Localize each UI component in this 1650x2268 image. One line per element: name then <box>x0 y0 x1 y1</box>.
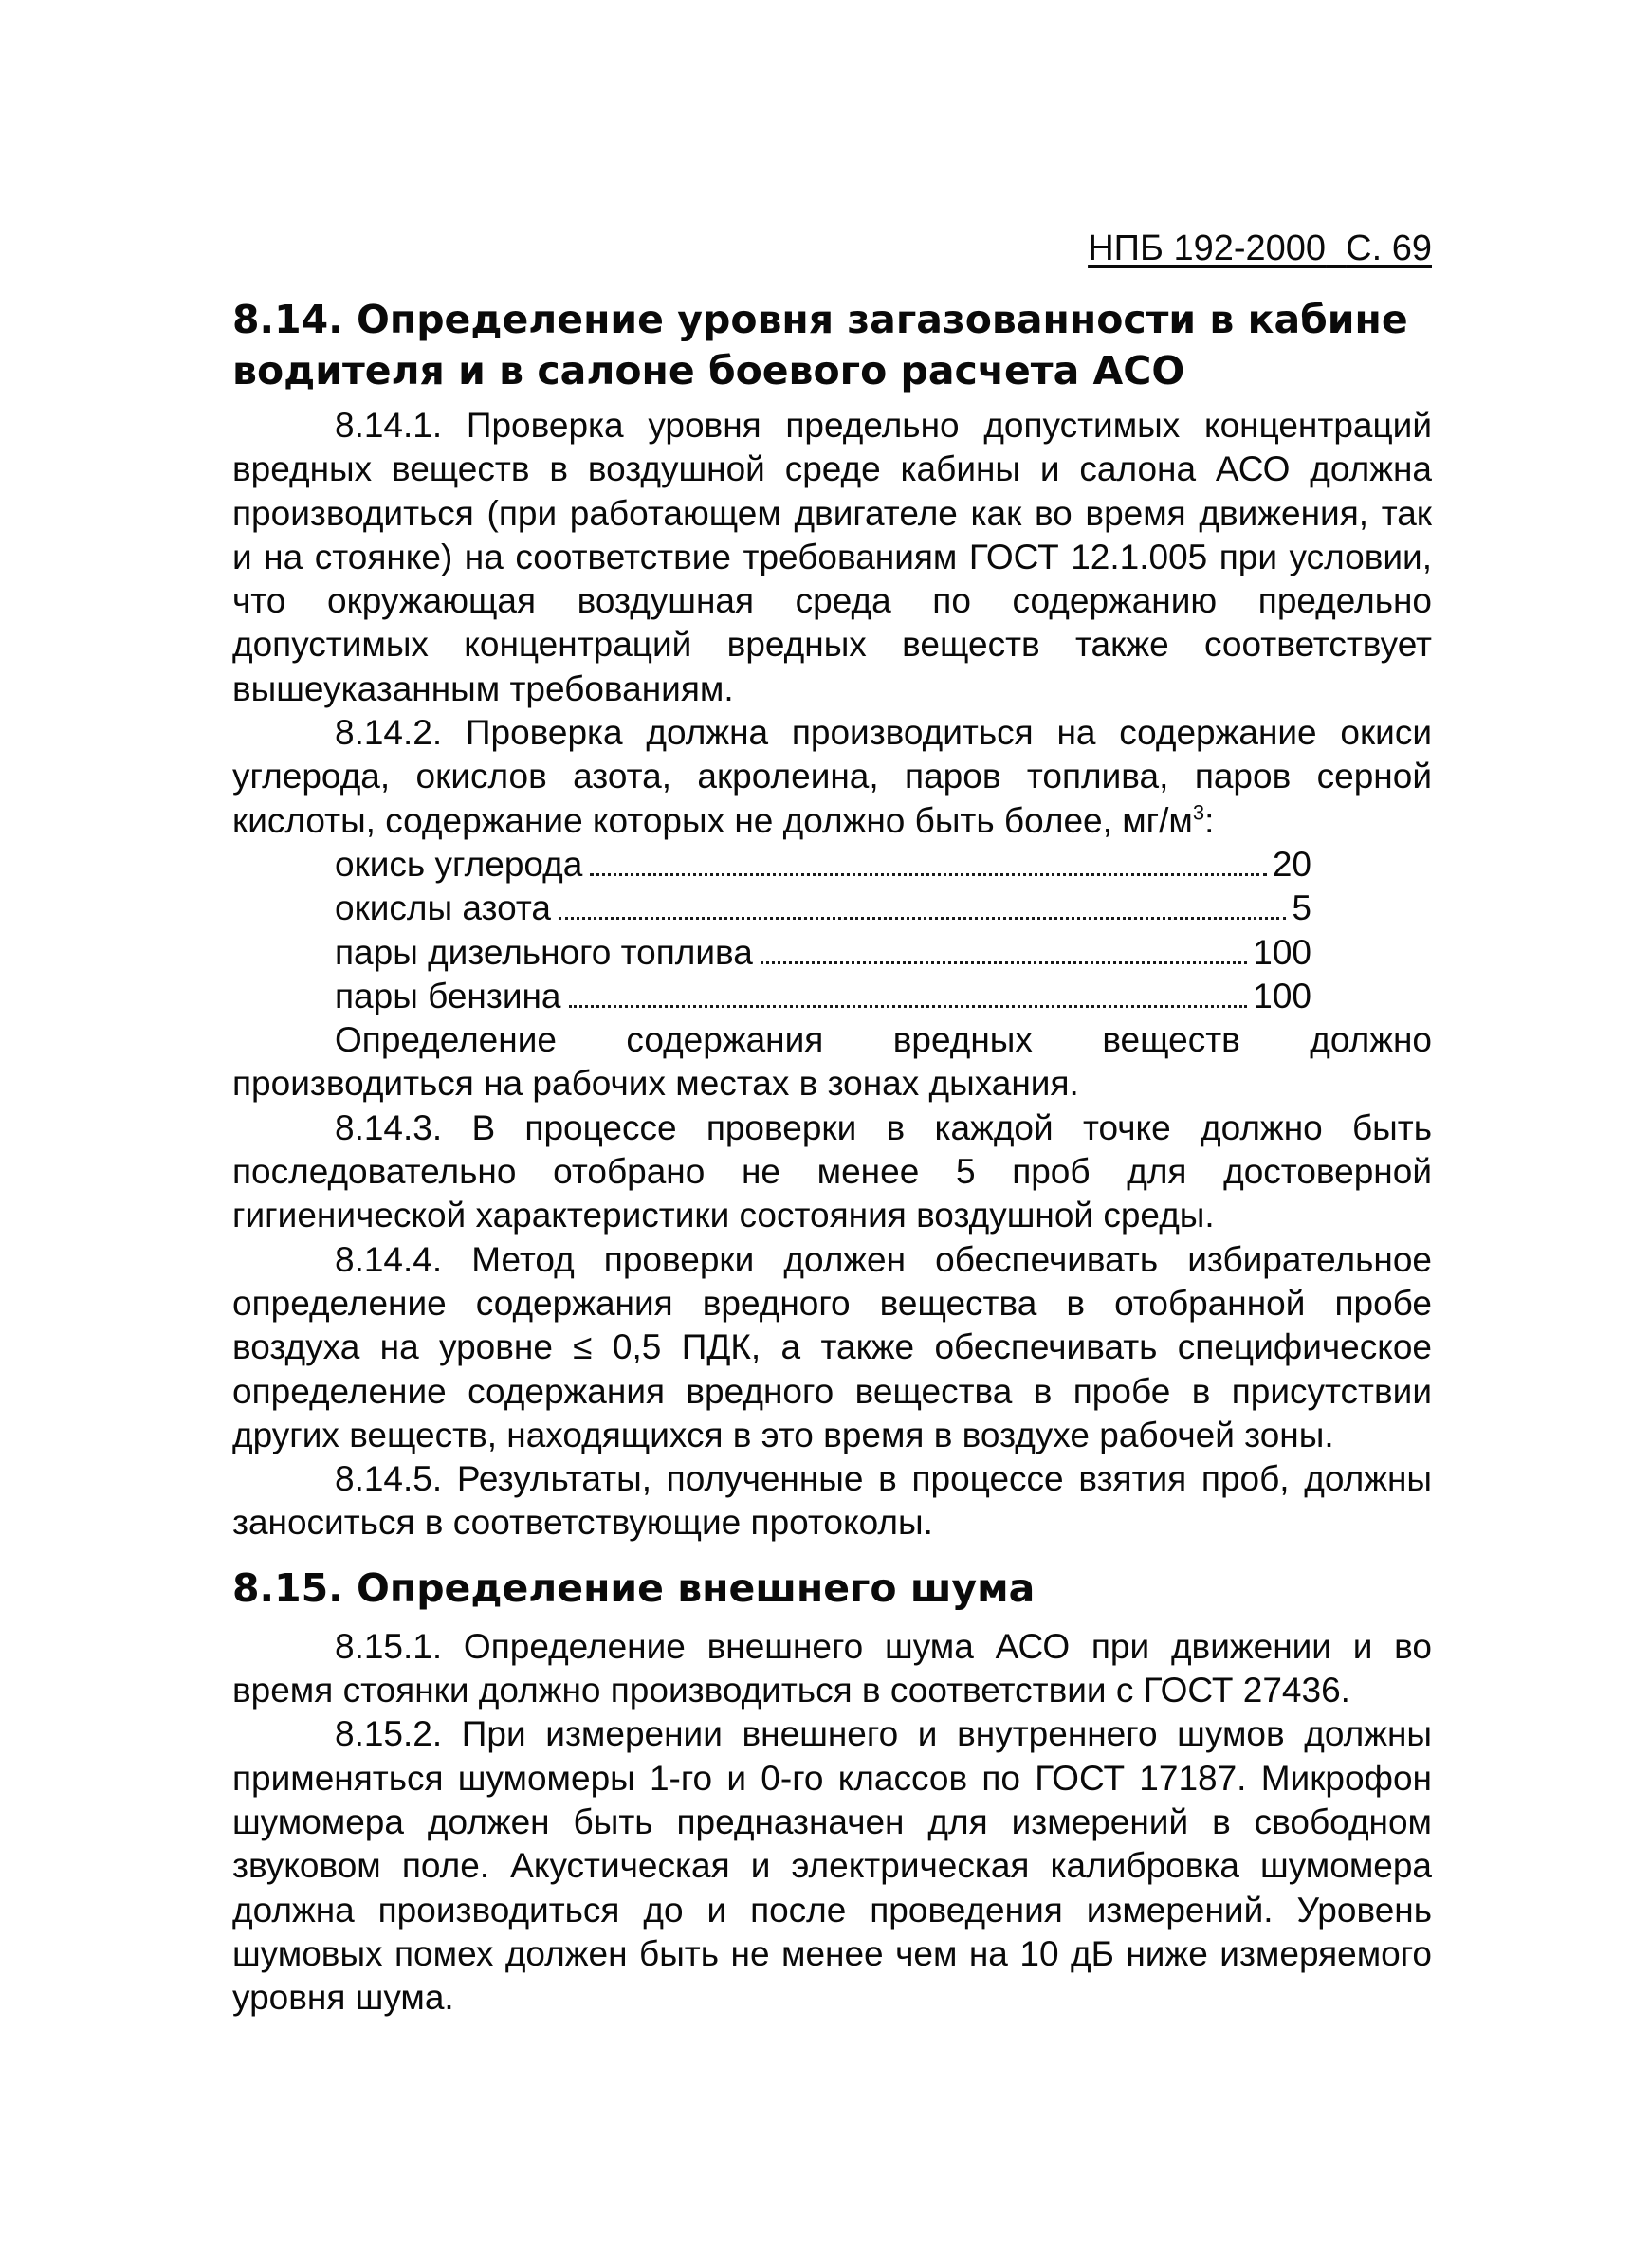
section-8-15-title: 8.15. Определение внешнего шума <box>232 1564 1036 1611</box>
list-item <box>335 843 1311 887</box>
paragraph-8-15-1: 8.15.1. Определение внешнего шума АСО при движении и во время стоянки должно производиться в соответствии с ГОСТ 27436. <box>232 1626 1432 1710</box>
dot-leader <box>761 961 1247 964</box>
list-item <box>335 887 1311 930</box>
paragraph-8-14-2-after: Определение содержания вредных веществ должно производиться на рабочих местах в зонах дыхания. <box>232 1020 1432 1104</box>
header-ref <box>1088 229 1432 268</box>
doc-ref: НПБ 192-2000 <box>1088 229 1327 268</box>
dot-leader <box>559 917 1286 920</box>
list-item <box>335 975 1311 1018</box>
section-8-14-title: 8.14. Определение уровня загазованности в кабине водителя и в салоне боевого расчета АСО <box>232 297 1408 393</box>
dot-leader <box>590 873 1266 876</box>
limit-name: окислы азота <box>335 888 551 928</box>
page-header <box>232 228 1432 269</box>
list-item <box>335 931 1311 975</box>
paragraph-8-14-2 <box>232 711 1432 843</box>
limit-value: 100 <box>1253 932 1311 972</box>
paragraph-8-14-1: 8.14.1. Проверка уровня предельно допустимых концентраций вредных веществ в воздушной среде кабины и салона АСО должна производиться (при работающем двигателе как во время движения, так и на стоянке) на соответствие требованиям ГОСТ 12.1.005 при условии, что окружающая воздушная среда по содержанию предельно допустимых концентраций вредных веществ также соответствует вышеуказанным требованиям. <box>232 406 1432 708</box>
paragraph-8-15-2: 8.15.2. При измерении внешнего и внутреннего шумов должны применяться шумомеры 1-го и 0-го классов по ГОСТ 17187. Микрофон шумомера должен быть предназначен для измерений в свободном звуковом поле. Акустическая и электрическая калибровка шумомера должна производиться до и после проведения измерений. Уровень шумовых помех должен быть не менее чем на 10 дБ ниже измеряемого уровня шума. <box>232 1714 1432 2018</box>
limit-name: пары бензина <box>335 976 561 1015</box>
document-page <box>232 228 1432 2020</box>
paragraph-8-14-4: 8.14.4. Метод проверки должен обеспечивать избирательное определение содержания вредного вещества в отобранной пробе воздуха на уровне ≤ 0,5 ПДК, а также обеспечивать специфическое определение содержания вредного вещества в пробе в присутствии других веществ, находящихся в это время в воздухе рабочей зоны. <box>232 1239 1432 1454</box>
paragraph-8-14-3: 8.14.3. В процессе проверки в каждой точке должно быть последовательно отобрано не менее 5 проб для достоверной гигиенической характеристики состояния воздушной среды. <box>232 1107 1432 1235</box>
page-number: С. 69 <box>1346 229 1432 268</box>
limit-value: 20 <box>1272 844 1311 884</box>
limit-name: пары дизельного топлива <box>335 932 753 972</box>
limits-list <box>232 843 1432 1018</box>
limit-name: окись углерода <box>335 844 583 884</box>
limit-value: 5 <box>1292 888 1311 928</box>
paragraph-8-14-2-text: 8.14.2. Проверка должна производиться на содержание окиси углерода, окислов азота, акролеина, паров топлива, паров серной кислоты, содержание которых не должно быть более, мг/м <box>232 713 1432 840</box>
dot-leader <box>569 1005 1248 1008</box>
paragraph-8-14-2-tail: : <box>1204 800 1215 840</box>
unit-superscript: 3 <box>1192 800 1205 825</box>
paragraph-8-14-5: 8.14.5. Результаты, полученные в процессе взятия проб, должны заноситься в соответствующие протоколы. <box>232 1459 1432 1543</box>
limit-value: 100 <box>1253 976 1311 1015</box>
